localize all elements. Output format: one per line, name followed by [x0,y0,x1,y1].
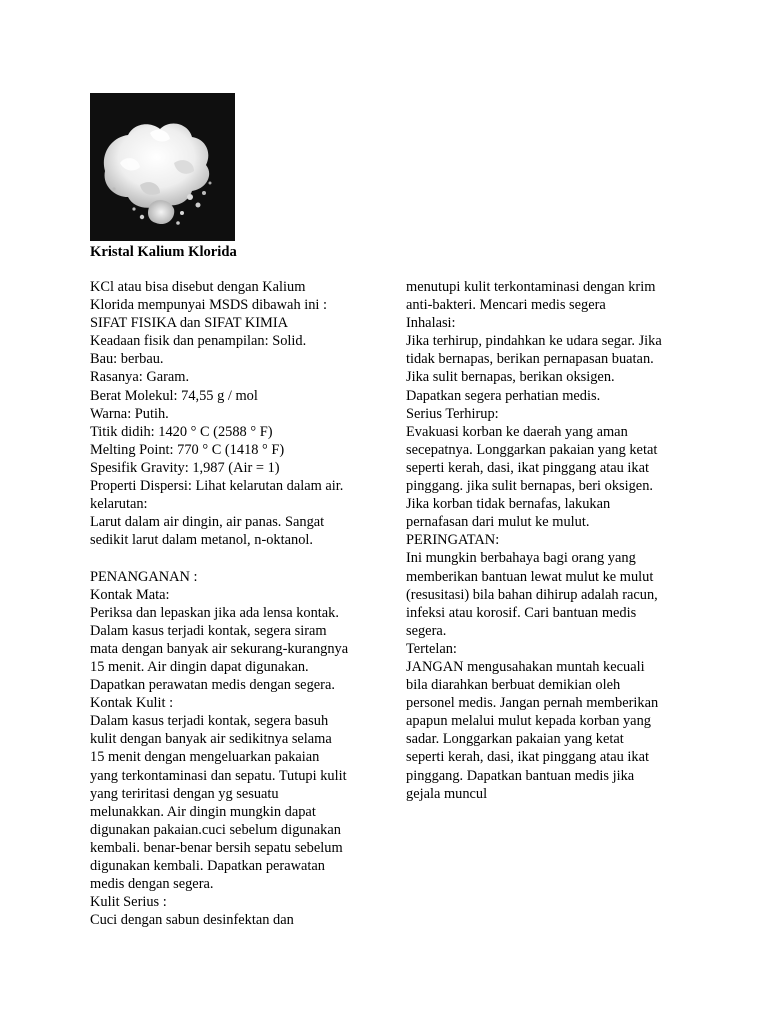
text-line: infeksi atau korosif. Cari bantuan medis [406,604,637,621]
text-line: menutupi kulit terkontaminasi dengan krim [406,279,656,295]
text-line: secepatnya. Longgarkan pakaian yang ketat [406,441,658,458]
text-line: Jika terhirup, pindahkan ke udara segar. Jika [406,333,662,350]
text-line: tidak bernapas, berikan pernapasan buatan. [406,351,654,368]
text-line: Dapatkan segera perhatian medis. [406,387,601,404]
text-line: PERINGATAN: [406,532,500,549]
text-line: mata dengan banyak air sekurang-kurangnya [90,640,349,657]
text-line: pinggang. Dapatkan bantuan medis jika [406,767,635,784]
text-line: Properti Dispersi: Lihat kelarutan dalam air. [90,478,344,495]
text-line: medis dengan segera. [90,876,214,893]
text-line: Larut dalam air dingin, air panas. Sangat [90,514,325,531]
crystal-illustration [90,93,235,241]
text-line [90,549,390,567]
text-line: kembali. benar-benar bersih sepatu sebelum [90,839,343,856]
text-line: Serius Terhirup: [406,405,499,422]
text-line: anti-bakteri. Mencari medis segera [406,297,606,314]
text-line: bila diarahkan berbuat demikian oleh [406,677,621,694]
text-line: Keadaan fisik dan penampilan: Solid. [90,333,307,350]
text-line: Dalam kasus terjadi kontak, segera siram [90,622,327,639]
text-line: KCl atau bisa disebut dengan Kalium [90,279,306,295]
text-line: sadar. Longgarkan pakaian yang ketat [406,731,624,748]
text-line: SIFAT FISIKA dan SIFAT KIMIA [90,315,289,332]
text-line: seperti kerah, dasi, ikat pinggang atau ikat [406,749,649,766]
text-line: kelarutan: [90,496,148,513]
text-line: JANGAN mengusahakan muntah kecuali [406,658,645,675]
text-line: Tertelan: [406,640,457,657]
text-line: PENANGANAN : [90,568,198,585]
document-title: Kristal Kalium Klorida [90,244,237,260]
text-line: memberikan bantuan lewat mulut ke mulut [406,568,654,585]
text-line: 15 menit dengan mengeluarkan pakaian [90,749,320,766]
text-line: yang teriritasi dengan yg sesuatu [90,785,279,802]
text-line: Evakuasi korban ke daerah yang aman [406,423,628,440]
text-line: melunakkan. Air dingin mungkin dapat [90,803,316,820]
text-line: Cuci dengan sabun desinfektan dan [90,912,294,929]
text-line: sedikit larut dalam metanol, n-oktanol. [90,532,313,549]
text-line: digunakan kembali. Dapatkan perawatan [90,858,325,874]
text-line: Rasanya: Garam. [90,369,190,386]
text-line: pinggang. jika sulit bernapas, beri oksigen. [406,478,653,495]
text-line: gejala muncul [406,785,488,802]
text-line: kulit dengan banyak air sedikitnya selama [90,731,332,748]
text-line: Titik didih: 1420 ° C (2588 ° F) [90,423,273,440]
text-line: seperti kerah, dasi, ikat pinggang atau ikat [406,459,649,476]
text-line: segera. [406,622,447,639]
text-line: 15 menit. Air dingin dapat digunakan. [90,658,309,675]
text-line: Bau: berbau. [90,351,164,368]
text-line: Kontak Mata: [90,586,170,603]
text-line: Kulit Serius : [90,894,167,911]
text-line: Periksa dan lepaskan jika ada lensa kontak. [90,604,339,621]
text-line: Jika sulit bernapas, berikan oksigen. [406,369,615,386]
text-line: personel medis. Jangan pernah memberikan [406,695,659,712]
potassium-chloride-crystal-photo [90,93,235,241]
left-text-column [90,278,390,929]
text-line: yang terkontaminasi dan sepatu. Tutupi kulit [90,767,347,784]
text-line: Berat Molekul: 74,55 g / mol [90,387,258,404]
text-line: Dapatkan perawatan medis dengan segera. [90,677,335,694]
text-line: Ini mungkin berbahaya bagi orang yang [406,550,636,567]
text-line: Melting Point: 770 ° C (1418 ° F) [90,441,285,458]
text-line: Kontak Kulit : [90,695,174,712]
text-line: Warna: Putih. [90,405,169,422]
text-line: digunakan pakaian.cuci sebelum digunakan [90,821,341,838]
text-line: Jika korban tidak bernafas, lakukan [406,496,611,513]
text-line: pernafasan dari mulut ke mulut. [406,514,590,531]
right-text-column [406,278,706,803]
text-line: Dalam kasus terjadi kontak, segera basuh [90,713,329,730]
text-line: Inhalasi: [406,315,456,332]
text-line: apapun melalui mulut kepada korban yang [406,713,651,730]
text-line: Spesifik Gravity: 1,987 (Air = 1) [90,459,280,476]
text-line: (resusitasi) bila bahan dihirup adalah racun, [406,586,658,603]
text-line: Klorida mempunyai MSDS dibawah ini : [90,297,328,314]
